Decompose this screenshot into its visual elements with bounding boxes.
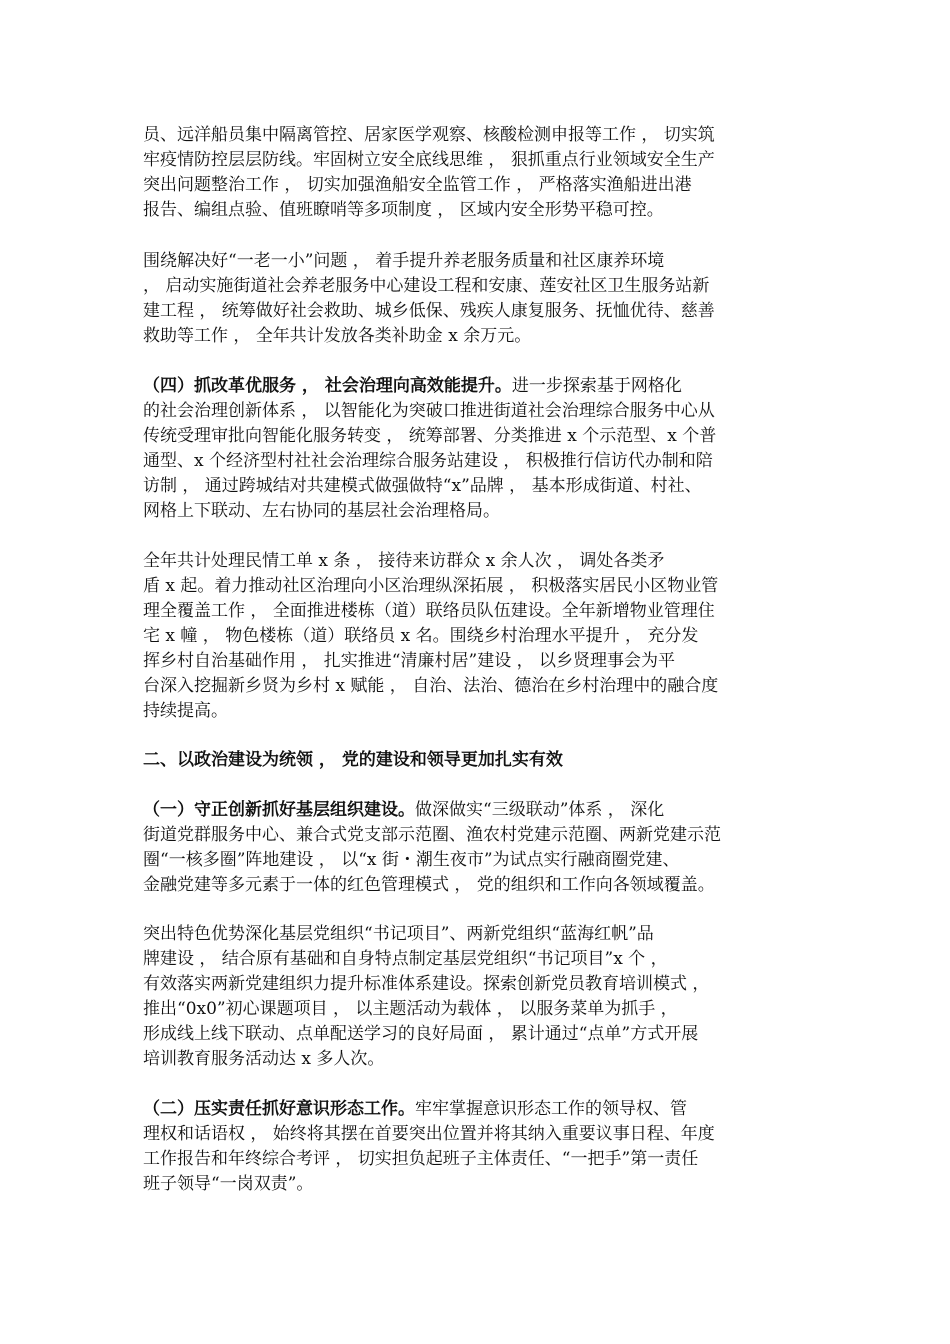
text-line: 金融党建等多元素于一体的红色管理模式 ， 党的组织和工作向各领域覆盖。 <box>143 875 715 895</box>
text-line: 理权和话语权 ， 始终将其摆在首要突出位置并将其纳入重要议事日程、年度 <box>143 1124 715 1144</box>
text-run: 牢牢掌握意识形态工作的领导权、管 <box>415 1099 687 1119</box>
text-line: 的社会治理创新体系 ， 以智能化为突破口推进街道社会治理综合服务中心从 <box>143 401 715 421</box>
text-line: 全年共计处理民情工单 x 条 ， 接待来访群众 x 余人次 ， 调处各类矛 <box>143 551 665 571</box>
text-run: 做深做实“三级联动”体系 ， 深化 <box>415 800 665 820</box>
text-line: 宅 x 幢 ， 物色楼栋（道）联络员 x 名。围绕乡村治理水平提升 ， 充分发 <box>143 626 699 646</box>
text-line: 突出问题整治工作 ， 切实加强渔船安全监管工作 ， 严格落实渔船进出港 <box>143 175 692 195</box>
text-line: 员、远洋船员集中隔离管控、居家医学观察、核酸检测申报等工作 ， 切实筑 <box>143 125 715 145</box>
section-title: 二、以政治建设为统领 ， 党的建设和领导更加扎实有效 <box>143 750 563 770</box>
text-line: 圈“一核多圈”阵地建设 ， 以“x 街・潮生夜市”为试点实行融商圈党建、 <box>143 850 680 870</box>
paragraph-ideology-responsibility <box>143 1097 815 1197</box>
text-line: 推出“0x0”初心课题项目 ， 以主题活动为载体 ， 以服务菜单为抓手 ， <box>143 999 678 1019</box>
text-line: 形成线上线下联动、点单配送学习的良好局面 ， 累计通过“点单”方式开展 <box>143 1024 699 1044</box>
paragraph-community-governance <box>143 549 815 724</box>
text-line: ， 启动实施街道社会养老服务中心建设工程和安康、莲安社区卫生服务站新 <box>143 276 710 296</box>
text-line: 工作报告和年终综合考评 ， 切实担负起班子主体责任、“一把手”第一责任 <box>143 1149 699 1169</box>
text-line: 培训教育服务活动达 x 多人次。 <box>143 1049 385 1069</box>
text-line: 通型、x 个经济型村社社会治理综合服务站建设 ， 积极推行信访代办制和陪 <box>143 451 713 471</box>
text-line: 救助等工作 ， 全年共计发放各类补助金 x 余万元。 <box>143 326 532 346</box>
paragraph-elderly-children <box>143 249 815 349</box>
text-line: 挥乡村自治基础作用 ， 扎实推进“清廉村居”建设 ， 以乡贤理事会为平 <box>143 651 675 671</box>
text-line: 持续提高。 <box>143 701 228 721</box>
text-line: 建工程 ， 统筹做好社会救助、城乡低保、残疾人康复服务、抚恤优待、慈善 <box>143 301 715 321</box>
subheading-grassroots: （一）守正创新抓好基层组织建设。 <box>143 800 415 820</box>
text-line: 台深入挖掘新乡贤为乡村 x 赋能 ， 自治、法治、德治在乡村治理中的融合度 <box>143 676 719 696</box>
text-line: 报告、编组点验、值班瞭哨等多项制度 ， 区域内安全形势平稳可控。 <box>143 200 664 220</box>
text-line: 牌建设 ， 结合原有基础和自身特点制定基层党组织“书记项目”x 个 ， <box>143 949 668 969</box>
text-line: 网格上下联动、左右协同的基层社会治理格局。 <box>143 501 500 521</box>
text-line: 理全覆盖工作 ， 全面推进楼栋（道）联络员队伍建设。全年新增物业管理住 <box>143 601 715 621</box>
text-line: 围绕解决好“一老一小”问题 ， 着手提升养老服务质量和社区康养环境 <box>143 251 665 271</box>
text-run: 进一步探索基于网格化 <box>511 376 682 396</box>
subheading-reform: （四）抓改革优服务 ， 社会治理向高效能提升。 <box>143 376 512 396</box>
text-line: 传统受理审批向智能化服务转变 ， 统筹部署、分类推进 x 个示范型、x 个普 <box>143 426 717 446</box>
subheading-ideology: （二）压实责任抓好意识形态工作。 <box>143 1099 415 1119</box>
text-line: 街道党群服务中心、兼合式党支部示范圈、渔农村党建示范圈、两新党建示范 <box>143 825 721 845</box>
text-line <box>143 798 815 823</box>
text-line: 牢疫情防控层层防线。牢固树立安全底线思维 ， 狠抓重点行业领域安全生产 <box>143 150 715 170</box>
text-line: 盾 x 起。着力推动社区治理向小区治理纵深拓展 ， 积极落实居民小区物业管 <box>143 576 719 596</box>
section-heading <box>143 748 815 773</box>
paragraph-epidemic-safety <box>143 123 815 223</box>
text-line: 突出特色优势深化基层党组织“书记项目”、两新党组织“蓝海红帆”品 <box>143 924 654 944</box>
paragraph-grassroots-organization <box>143 798 815 898</box>
paragraph-party-branding <box>143 922 815 1072</box>
text-line: 访制 ， 通过跨城结对共建模式做强做特“x”品牌 ， 基本形成街道、村社、 <box>143 476 702 496</box>
paragraph-reform-service <box>143 374 815 524</box>
text-line <box>143 1097 815 1122</box>
text-line <box>143 374 815 399</box>
text-line: 班子领导“一岗双责”。 <box>143 1174 314 1194</box>
text-line: 有效落实两新党建组织力提升标准体系建设。探索创新党员教育培训模式 ， <box>143 974 710 994</box>
